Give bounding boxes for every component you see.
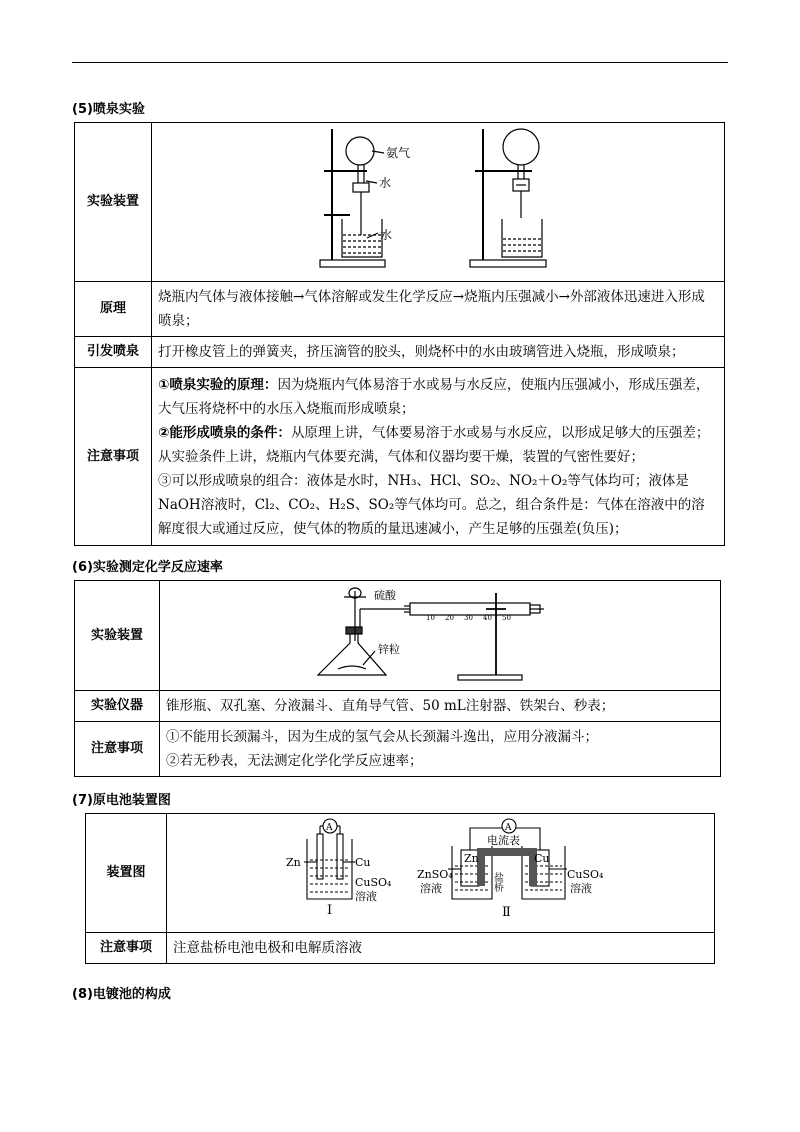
label-sulfuric-acid: 硫酸	[374, 589, 396, 602]
note1-title: ①喷泉实验的原理：	[158, 376, 278, 393]
diagram-label: 装置图	[86, 814, 167, 933]
galvanic-cell-figure	[167, 814, 715, 933]
label-zn: Zn	[464, 852, 479, 865]
label-solution: 溶液	[355, 890, 377, 903]
salt-bridge-shape	[481, 852, 533, 886]
principle-text: 烧瓶内气体与液体接触→气体溶解或发生化学反应→烧瓶内压强减小→外部液体迅速进入形成喷泉；	[152, 282, 725, 337]
reaction-rate-drawing	[160, 581, 720, 682]
label-ammonia: 氨气	[386, 146, 411, 160]
principle-label: 原理	[75, 282, 152, 337]
syringe-tick: 40	[483, 614, 492, 622]
reaction-rate-table	[74, 580, 721, 777]
notes-label: 注意事项	[86, 933, 167, 964]
header-rule	[72, 62, 728, 63]
label-cuso4: CuSO₄	[355, 876, 392, 889]
label-zn: Zn	[286, 856, 301, 869]
label-salt-bridge: 盐桥	[491, 872, 503, 892]
label-cu: Cu	[355, 856, 371, 869]
notes-content	[160, 722, 721, 777]
ammeter-symbol: A	[505, 823, 512, 833]
ammeter-symbol: A	[326, 823, 333, 833]
apparatus-label: 实验装置	[75, 581, 160, 691]
syringe-tick: 50	[502, 614, 511, 622]
syringe-tick: 20	[445, 614, 454, 622]
label-cu: Cu	[534, 852, 550, 865]
label-water-beaker: 水	[380, 228, 393, 242]
fountain-experiment-table	[74, 122, 725, 546]
notes-label: 注意事项	[75, 368, 152, 546]
section-7-heading: (7)原电池装置图	[72, 793, 171, 808]
section-6-heading: (6)实验测定化学反应速率	[72, 560, 223, 575]
label-cell-two: Ⅱ	[502, 905, 511, 920]
label-cell-one: Ⅰ	[327, 903, 333, 918]
label-water-tube: 水	[379, 176, 392, 190]
notes-text: 注意盐桥电池电极和电解质溶液	[167, 933, 715, 964]
section-8-heading: (8)电镀池的构成	[72, 987, 171, 1002]
fountain-apparatus-figure	[152, 123, 725, 282]
label-solution: 溶液	[570, 882, 592, 895]
reaction-rate-figure	[160, 581, 721, 691]
section-5-heading: (5)喷泉实验	[72, 102, 145, 117]
note2-title: ②能形成喷泉的条件：	[158, 424, 291, 441]
trigger-text: 打开橡皮管上的弹簧夹，挤压滴管的胶头，则烧杯中的水由玻璃管进入烧瓶，形成喷泉；	[152, 337, 725, 368]
notes-content	[152, 368, 725, 546]
note1-text: 因为烧瓶内气体易溶于水或易与水反应，使瓶内压强减小，形成压强差，大气压将烧杯中的水压入烧瓶而形成喷泉；	[158, 376, 710, 417]
fountain-apparatus-drawing	[152, 123, 724, 273]
notes-label: 注意事项	[75, 722, 160, 777]
syringe-tick: 10	[426, 614, 435, 622]
galvanic-cell-table	[85, 813, 715, 964]
apparatus-label: 实验装置	[75, 123, 152, 282]
note2-text: 从原理上讲，气体要易溶于水或易与水反应，以形成足够大的压强差；从实验条件上讲，烧瓶内气体要充满，气体和仪器均要干燥，装置的气密性要好；	[158, 424, 710, 465]
label-zinc-granules: 锌粒	[378, 643, 400, 656]
label-cuso4: CuSO₄	[567, 868, 604, 881]
label-znso4: ZnSO₄	[417, 868, 453, 881]
syringe-tick: 30	[464, 614, 473, 622]
instruments-text: 锥形瓶、双孔塞、分液漏斗、直角导气管、50 mL注射器、铁架台、秒表；	[160, 691, 721, 722]
label-solution: 溶液	[420, 882, 442, 895]
trigger-label: 引发喷泉	[75, 337, 152, 368]
instruments-label: 实验仪器	[75, 691, 160, 722]
note3-text: ③可以形成喷泉的组合：液体是水时，NH₃、HCl、SO₂、NO₂＋O₂等气体均可；液体是NaOH溶液时，Cl₂、CO₂、H₂S、SO₂等气体均可。总之，组合条件是：气体在溶液中的溶解度很大或通过反应，使气体的物质的量迅速减小，产生足够的压强差(负压)；	[158, 472, 705, 537]
note1-text: ①不能用长颈漏斗，因为生成的氢气会从长颈漏斗逸出，应用分液漏斗；	[166, 729, 598, 745]
galvanic-cell-drawing	[167, 814, 714, 924]
label-ammeter: 电流表	[487, 834, 520, 847]
note2-text: ②若无秒表，无法测定化学化学反应速率；	[166, 753, 423, 769]
